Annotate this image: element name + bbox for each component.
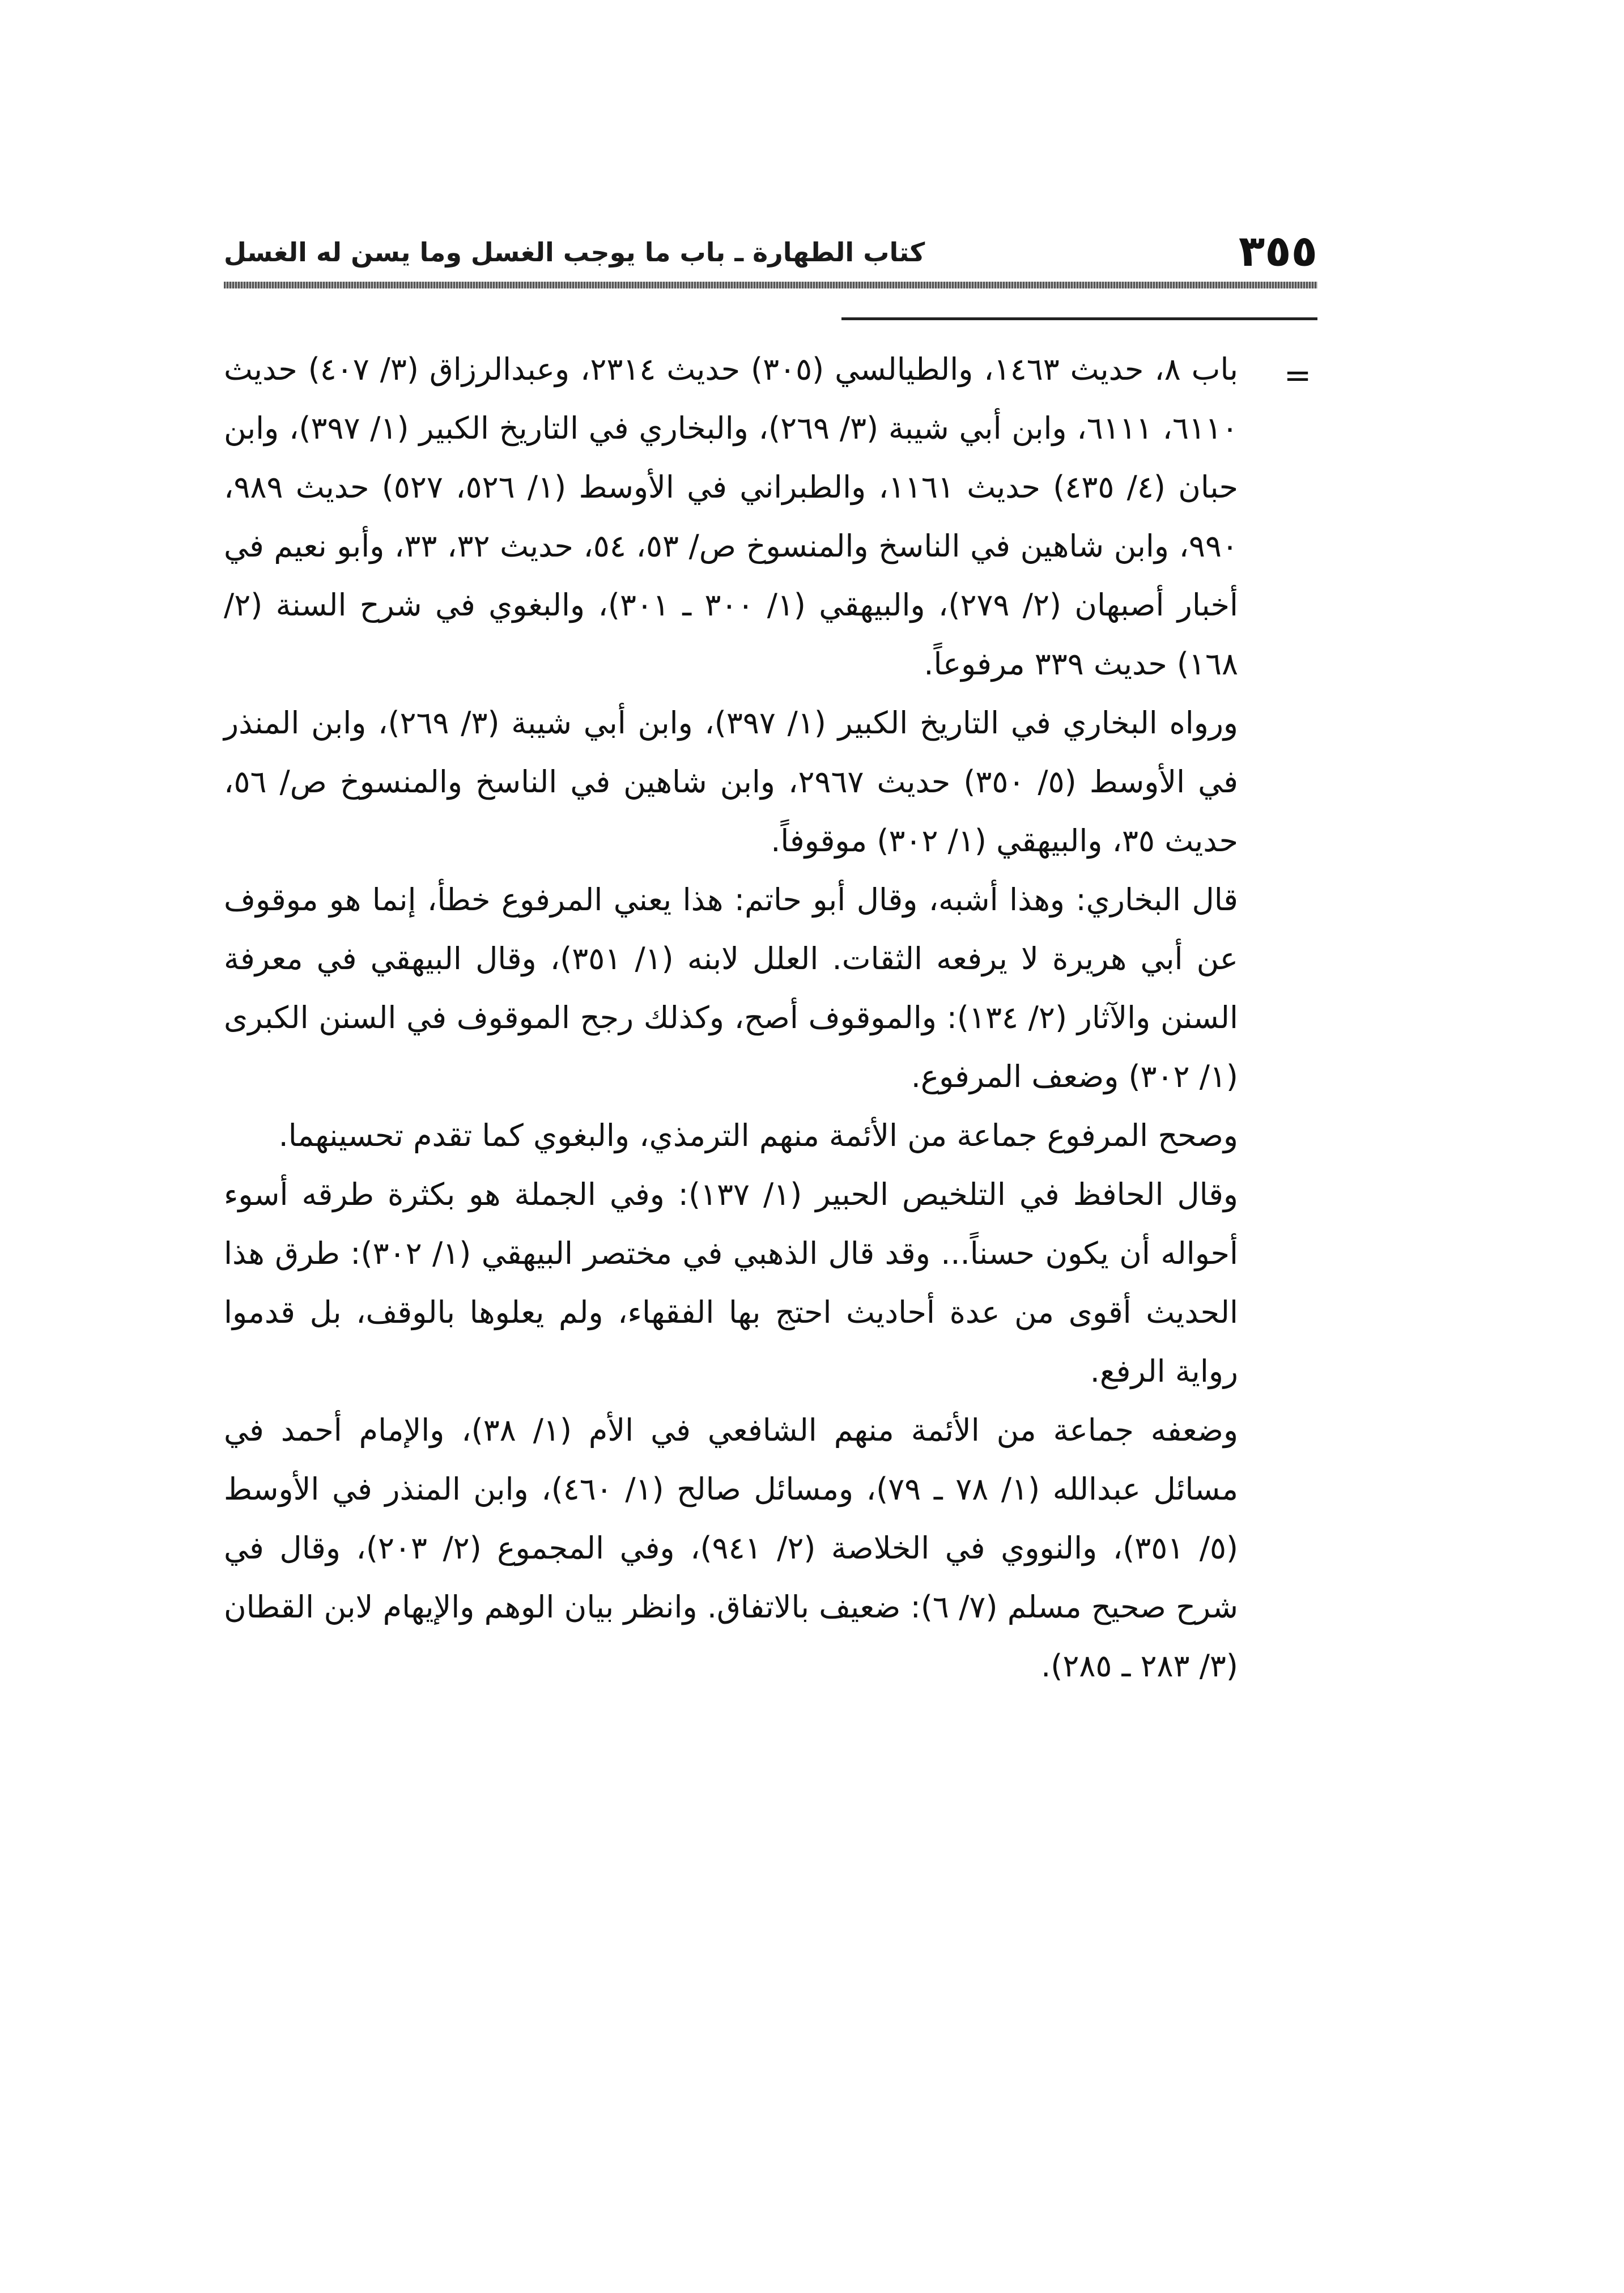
footnote-paragraph-tadif: وضعفه جماعة من الأئمة منهم الشافعي في الأم (١/ ٣٨)، والإمام أحمد في مسائل عبدالله (١/ ٧٨ ـ ٧٩)، ومسائل صالح (١/ ٤٦٠)، وابن المنذر في الأوسط (٥/ ٣٥١)، والنووي في الخلاصة (٢/ ٩٤١)، وفي المجموع (٢/ ٢٠٣)، وقال في شرح صحيح مسلم (٧/ ٦): ضعيف بالاتفاق. وانظر بيان الوهم والإيهام لابن القطان (٣/ ٢٨٣ ـ ٢٨٥). (224, 1412, 1239, 1684)
page-header (224, 224, 1317, 278)
header-rule (224, 282, 1317, 288)
footnote-separator (841, 317, 1317, 320)
footnote-paragraph-bukhari: قال البخاري: وهذا أشبه، وقال أبو حاتم: هذا يعني المرفوع خطأ، إنما هو موقوف عن أبي هريرة لا يرفعه الثقات. العلل لابنه (١/ ٣٥١)، وقال البيهقي في معرفة السنن والآثار (٢/ ١٣٤): والموقوف أصح، وكذلك رجح الموقوف في السنن الكبرى (١/ ٣٠٢) وضعف المرفوع. (224, 882, 1238, 1094)
footnote-continuation-mark: = (1283, 356, 1312, 394)
running-title: كتاب الطهارة ـ باب ما يوجب الغسل وما يسن له الغسل (224, 237, 925, 267)
footnote-paragraph-hafiz: وقال الحافظ في التلخيص الحبير (١/ ١٣٧): وفي الجملة هو بكثرة طرقه أسوء أحواله أن يكون حسناً... وقد قال الذهبي في مختصر البيهقي (١/ ٣٠٢): طرق هذا الحديث أقوى من عدة أحاديث احتج بها الفقهاء، ولم يعلوها بالوقف، بل قدموا رواية الرفع. (224, 1177, 1239, 1389)
page-number: ٣٥٥ (1238, 226, 1317, 276)
footnote-text (224, 340, 1238, 1696)
footnote-paragraph-mawquf: ورواه البخاري في التاريخ الكبير (١/ ٣٩٧)، وابن أبي شيبة (٣/ ٢٦٩)، وابن المنذر في الأوسط (٥/ ٣٥٠) حديث ٢٩٦٧، وابن شاهين في الناسخ والمنسوخ ص/ ٥٦، حديث ٣٥، والبيهقي (١/ ٣٠٢) موقوفاً. (224, 705, 1239, 859)
footnote-paragraph-takhrij: باب ٨، حديث ١٤٦٣، والطيالسي (٣٠٥) حديث ٢٣١٤، وعبدالرزاق (٣/ ٤٠٧) حديث ٦١١٠، ٦١١١، وابن أبي شيبة (٣/ ٢٦٩)، والبخاري في التاريخ الكبير (١/ ٣٩٧)، وابن حبان (٤/ ٤٣٥) حديث ١١٦١، والطبراني في الأوسط (١/ ٥٢٦، ٥٢٧) حديث ٩٨٩، ٩٩٠، وابن شاهين في الناسخ والمنسوخ ص/ ٥٣، ٥٤، حديث ٣٢، ٣٣، وأبو نعيم في أخبار أصبهان (٢/ ٢٧٩)، والبيهقي (١/ ٣٠٠ ـ ٣٠١)، والبغوي في شرح السنة (٢/ ١٦٨) حديث ٣٣٩ مرفوعاً. (224, 351, 1239, 682)
footnote-paragraph-tashih: وصحح المرفوع جماعة من الأئمة منهم الترمذي، والبغوي كما تقدم تحسينهما. (278, 1118, 1238, 1153)
